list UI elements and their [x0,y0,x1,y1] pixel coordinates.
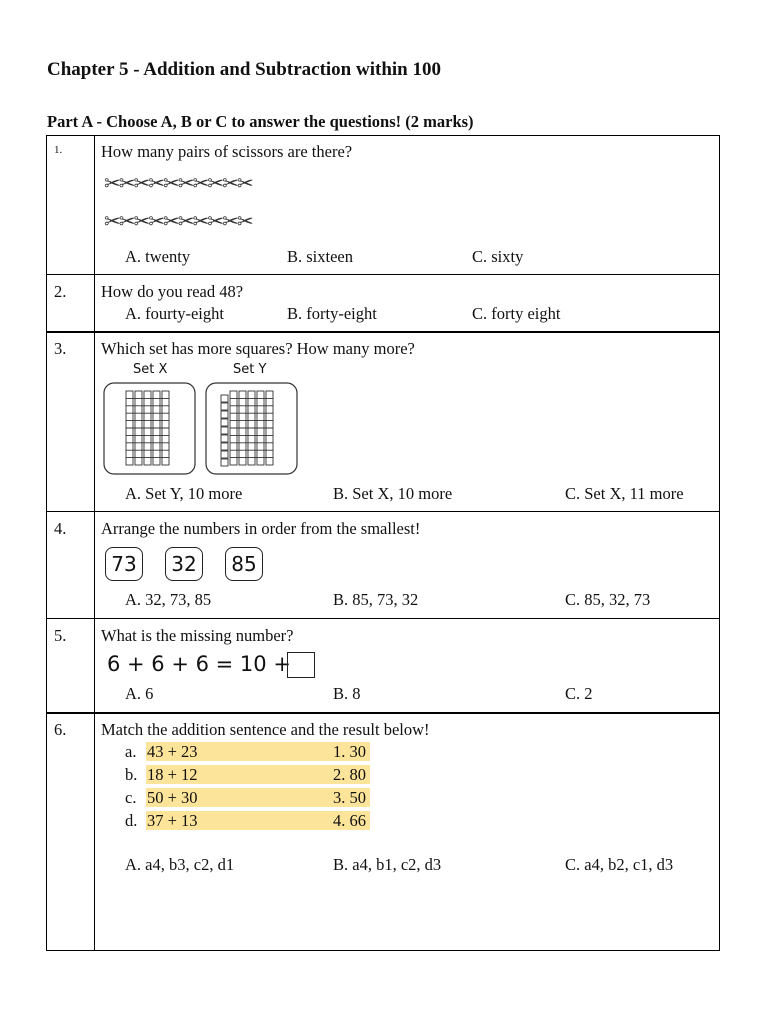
set-y-box [206,383,297,474]
question-5-option-b[interactable]: B. 8 [333,684,361,703]
question-1-option-b[interactable]: B. sixteen [287,247,353,266]
chapter-title: Chapter 5 - Addition and Subtraction within 100 [47,59,441,80]
question-2-option-a[interactable]: A. fourty-eight [125,304,224,323]
question-4-option-c[interactable]: C. 85, 32, 73 [565,590,651,609]
match-sentence: 37 + 13 [147,811,198,830]
set-x-box [104,383,195,474]
match-sentence: 18 + 12 [147,765,198,784]
question-2-number: 2. [54,282,67,301]
question-2-text: How do you read 48? [101,282,244,301]
question-3-option-a[interactable]: A. Set Y, 10 more [125,484,243,503]
match-sentence: 50 + 30 [147,788,198,807]
question-6-option-a[interactable]: A. a4, b3, c2, d1 [125,855,235,874]
set-x-set-y-illustration [102,381,300,477]
match-result: 1. 30 [333,742,366,761]
question-5-text: What is the missing number? [101,626,294,645]
set-x-label: Set X [133,362,168,377]
match-sentence: 43 + 23 [147,742,198,761]
question-6-number: 6. [54,720,67,739]
question-6-option-b[interactable]: B. a4, b1, c2, d3 [333,855,442,874]
row-divider [46,712,720,714]
question-5-option-a[interactable]: A. 6 [125,684,154,703]
set-y-label: Set Y [233,362,267,377]
match-letter: a. [125,742,137,761]
question-1-option-a[interactable]: A. twenty [125,247,191,266]
question-2-option-c[interactable]: C. forty eight [472,304,561,323]
answer-box [287,652,315,678]
missing-number-equation: 6 + 6 + 6 = 10 + [107,652,291,676]
question-1-number: 1. [54,144,63,156]
row-divider [46,511,720,512]
scissors-row-1: ✂✂✂✂✂✂✂✂✂✂ [104,171,252,195]
question-4-option-a[interactable]: A. 32, 73, 85 [125,590,212,609]
question-3-option-c[interactable]: C. Set X, 11 more [565,484,684,503]
question-3-option-b[interactable]: B. Set X, 10 more [333,484,453,503]
match-result: 2. 80 [333,765,366,784]
question-5-option-c[interactable]: C. 2 [565,684,593,703]
question-3-number: 3. [54,339,67,358]
match-letter: b. [125,765,138,784]
question-2-option-b[interactable]: B. forty-eight [287,304,377,323]
match-result: 3. 50 [333,788,366,807]
row-divider [46,331,720,333]
question-6-text: Match the addition sentence and the result below! [101,720,430,739]
number-box: 32 [165,547,203,581]
question-6-option-c[interactable]: C. a4, b2, c1, d3 [565,855,674,874]
part-title: Part A - Choose A, B or C to answer the questions! (2 marks) [47,112,474,131]
match-result: 4. 66 [333,811,366,830]
question-4-text: Arrange the numbers in order from the smallest! [101,519,421,538]
number-box: 73 [105,547,143,581]
question-5-number: 5. [54,626,67,645]
number-box: 85 [225,547,263,581]
number-column-divider [94,135,95,951]
row-divider [46,618,720,619]
scissors-row-2: ✂✂✂✂✂✂✂✂✂✂ [104,209,252,233]
question-4-number: 4. [54,519,67,538]
match-letter: d. [125,811,138,830]
question-4-option-b[interactable]: B. 85, 73, 32 [333,590,419,609]
question-1-text: How many pairs of scissors are there? [101,142,353,161]
question-3-text: Which set has more squares? How many more? [101,339,415,358]
match-letter: c. [125,788,137,807]
question-1-option-c[interactable]: C. sixty [472,247,524,266]
row-divider [46,274,720,275]
